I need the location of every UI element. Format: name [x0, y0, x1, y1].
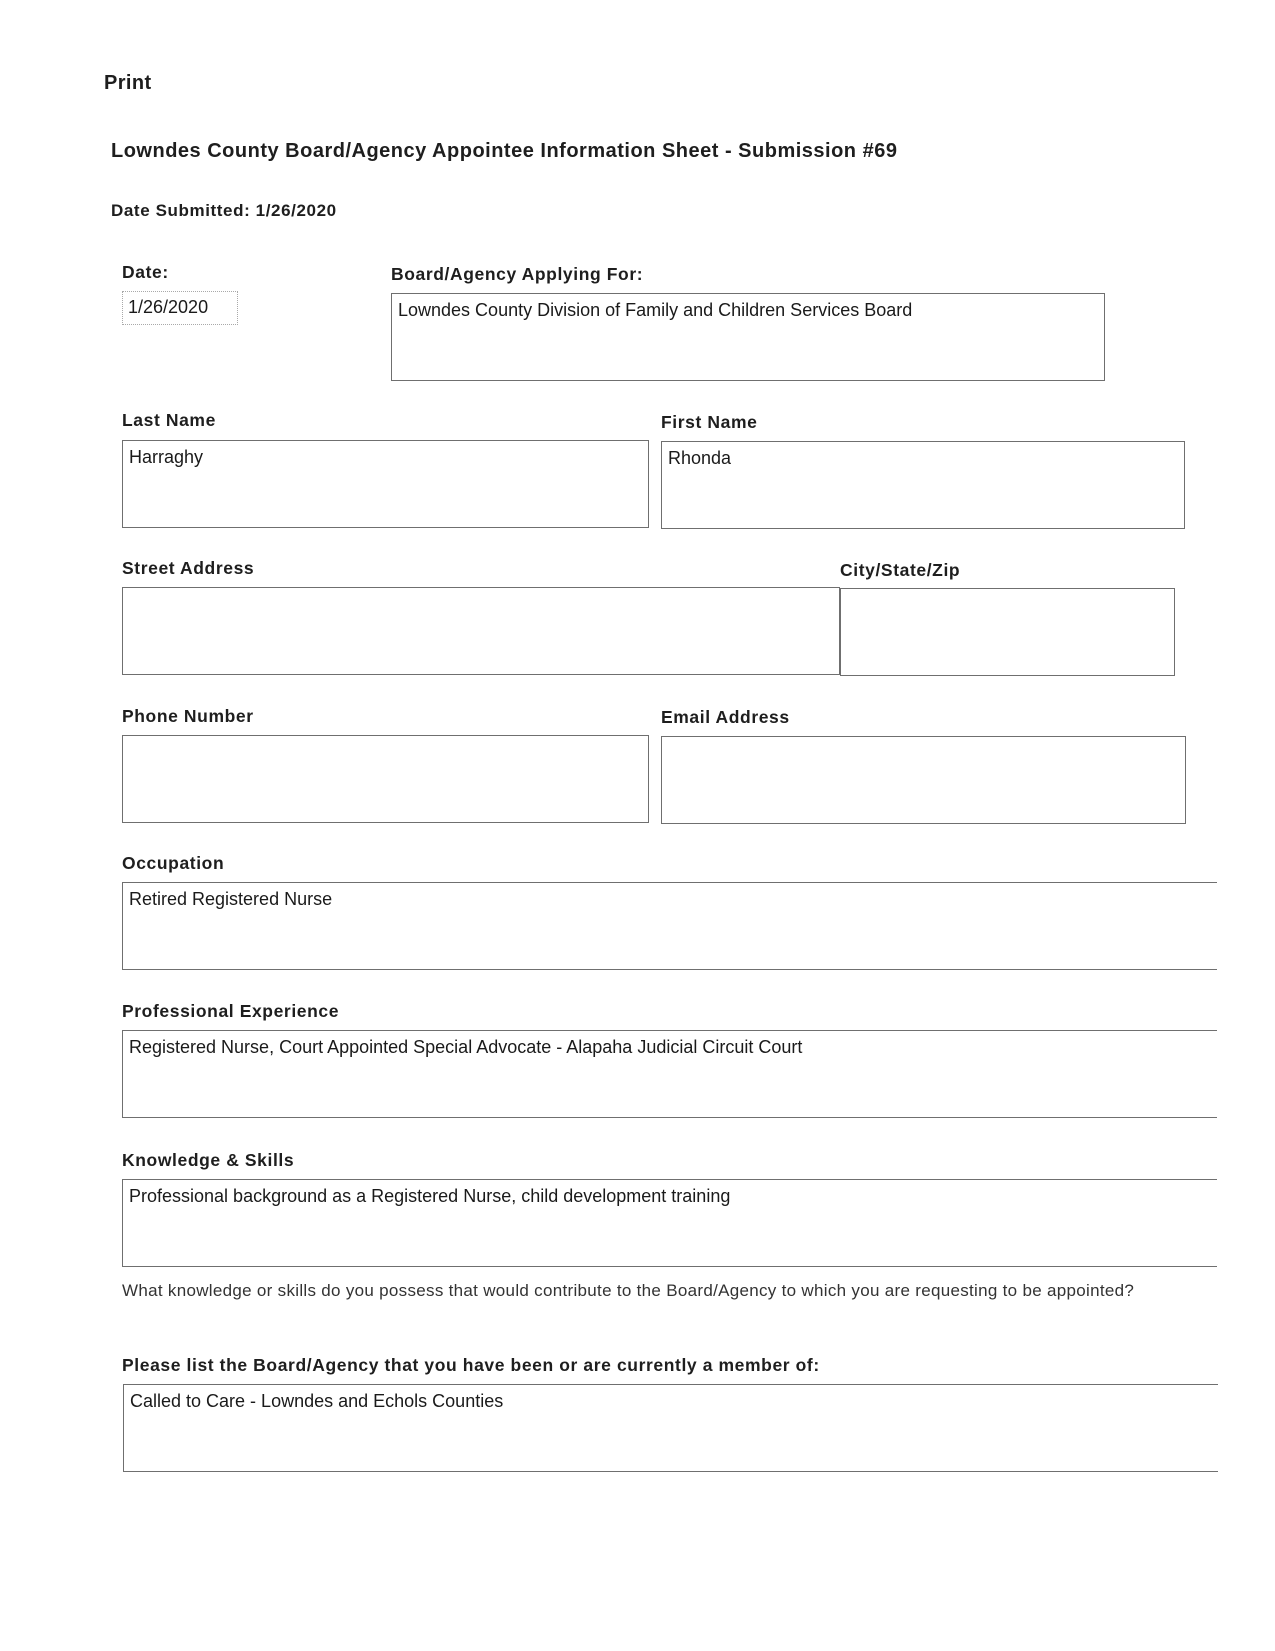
occupation-label: Occupation [122, 853, 225, 873]
date-label: Date: [122, 262, 169, 282]
city-state-zip-field[interactable] [840, 588, 1175, 676]
knowledge-skills-label: Knowledge & Skills [122, 1150, 295, 1170]
page-title: Lowndes County Board/Agency Appointee Information Sheet - Submission #69 [111, 140, 898, 162]
email-address-field[interactable] [661, 736, 1186, 824]
street-address-label: Street Address [122, 558, 255, 578]
board-agency-field[interactable]: Lowndes County Division of Family and Children Services Board [391, 293, 1105, 381]
professional-experience-label: Professional Experience [122, 1001, 340, 1021]
knowledge-skills-help-text: What knowledge or skills do you possess that would contribute to the Board/Agency to which you are requesting to be appointed? [122, 1281, 1135, 1300]
first-name-label: First Name [661, 412, 758, 432]
memberships-field[interactable]: Called to Care - Lowndes and Echols Counties [123, 1384, 1218, 1472]
email-address-label: Email Address [661, 707, 790, 727]
first-name-field[interactable]: Rhonda [661, 441, 1185, 529]
print-link[interactable]: Print [104, 72, 152, 94]
city-state-zip-label: City/State/Zip [840, 560, 961, 580]
last-name-field[interactable]: Harraghy [122, 440, 649, 528]
phone-number-label: Phone Number [122, 706, 254, 726]
professional-experience-field[interactable]: Registered Nurse, Court Appointed Special Advocate - Alapaha Judicial Circuit Court [122, 1030, 1217, 1118]
phone-number-field[interactable] [122, 735, 649, 823]
date-field[interactable]: 1/26/2020 [122, 291, 238, 325]
last-name-label: Last Name [122, 410, 216, 430]
street-address-field[interactable] [122, 587, 840, 675]
occupation-field[interactable]: Retired Registered Nurse [122, 882, 1217, 970]
memberships-label: Please list the Board/Agency that you have been or are currently a member of: [122, 1355, 820, 1375]
date-submitted: Date Submitted: 1/26/2020 [111, 201, 337, 220]
knowledge-skills-field[interactable]: Professional background as a Registered Nurse, child development training [122, 1179, 1217, 1267]
board-agency-label: Board/Agency Applying For: [391, 264, 644, 284]
